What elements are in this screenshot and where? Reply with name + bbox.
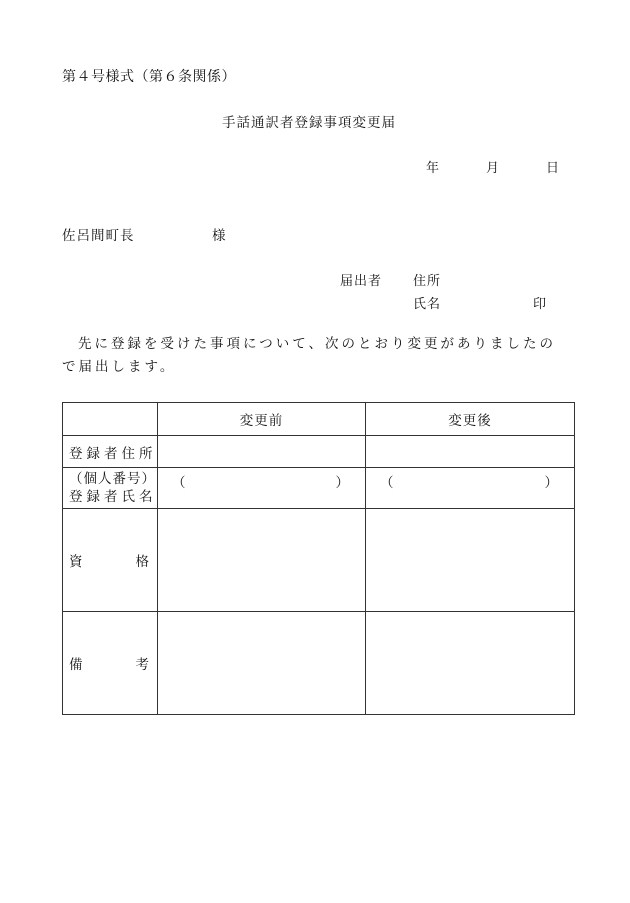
document-title: 手話通訳者登録事項変更届	[222, 115, 396, 131]
paren-close: ）	[335, 475, 349, 491]
table-row-remarks	[63, 612, 575, 715]
qualification-before-cell[interactable]	[158, 509, 366, 612]
remarks-char-2: 考	[135, 657, 149, 673]
body-text: 先に登録を受けた事項について、次のとおり変更がありましたので届出します。	[62, 336, 556, 375]
header-after: 変更後	[366, 403, 575, 436]
qualification-char-2: 格	[135, 554, 149, 570]
qualification-after-cell[interactable]	[366, 509, 575, 612]
change-table	[62, 402, 575, 715]
address-before-cell[interactable]	[158, 436, 366, 468]
remarks-char-1: 備	[69, 657, 83, 673]
applicant-address-label: 住所	[413, 274, 442, 289]
row-label-name	[63, 468, 158, 509]
paren-open: （	[172, 475, 186, 491]
row-label-personal-number: （個人番号）	[69, 471, 156, 487]
remarks-after-cell[interactable]	[366, 612, 575, 715]
table-row-name	[63, 468, 575, 509]
date-day-label: 日	[546, 161, 560, 176]
paren-open: （	[380, 475, 394, 491]
applicant-label: 届出者	[340, 274, 383, 289]
date-year-label: 年	[426, 161, 440, 176]
header-empty-cell	[63, 403, 158, 436]
qualification-char-1: 資	[69, 554, 83, 570]
form-number: 第４号様式（第６条関係）	[62, 69, 236, 85]
seal-label: 印	[533, 297, 547, 312]
remarks-before-cell[interactable]	[158, 612, 366, 715]
applicant-name-label: 氏名	[413, 297, 442, 312]
address-after-cell[interactable]	[366, 436, 575, 468]
name-before-cell[interactable]	[158, 468, 366, 509]
row-label-remarks	[63, 612, 158, 715]
name-after-cell[interactable]	[366, 468, 575, 509]
row-label-qualification	[63, 509, 158, 612]
addressee-honorific: 様	[212, 228, 226, 244]
table-header-row	[63, 403, 575, 436]
row-label-address: 登録者住所	[63, 436, 158, 468]
table-row-qualification	[63, 509, 575, 612]
table-row-address	[63, 436, 575, 468]
addressee-name: 佐呂間町長	[62, 228, 135, 244]
date-month-label: 月	[486, 161, 500, 176]
header-before: 変更前	[158, 403, 366, 436]
paren-close: ）	[544, 475, 558, 491]
row-label-registrant-name: 登録者氏名	[69, 489, 157, 505]
